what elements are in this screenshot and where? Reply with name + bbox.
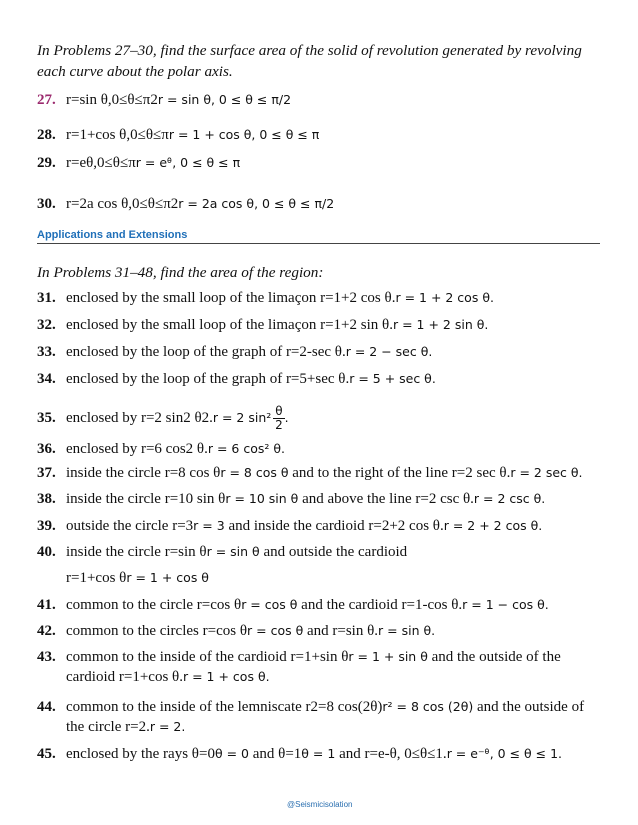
problem-number: 28.: [37, 127, 56, 143]
fraction-denominator: 2: [275, 418, 283, 432]
problem-number: 31.: [37, 290, 56, 306]
problem-math: r = sin θ: [206, 544, 260, 559]
problem-math: r = 3: [193, 518, 225, 533]
problem-44: [37, 699, 584, 716]
problem-text: enclosed by r=2 sin2 θ2.: [66, 409, 213, 426]
problem-35: [37, 405, 289, 432]
problem-text: outside the circle r=3: [66, 518, 194, 534]
problem-number: 29.: [37, 155, 56, 171]
problem-number: 34.: [37, 371, 56, 387]
problem-44-continued: [66, 719, 185, 736]
problem-text: r=2a cos θ,0≤θ≤π2: [66, 196, 179, 212]
problem-math: r = 1 + 2 sin θ.: [392, 317, 489, 332]
problem-math: r = 5 + sec θ.: [349, 371, 436, 386]
problem-40-continued: [66, 570, 209, 587]
problem-text: cardioid r=1+cos θ.: [66, 669, 183, 685]
problem-number: 35.: [37, 409, 56, 426]
problem-27: [37, 92, 291, 109]
problem-text: and to the right of the line r=2 sec θ.: [288, 465, 511, 481]
problem-math: r = 1 + sin θ: [348, 649, 428, 664]
problem-text: r=1+cos θ: [66, 570, 127, 586]
problem-number: 42.: [37, 623, 56, 639]
problem-45: [37, 746, 562, 763]
problem-text: and inside the cardioid r=2+2 cos θ.: [224, 518, 444, 534]
problem-text: and above the line r=2 csc θ.: [298, 491, 474, 507]
problem-40: [37, 544, 407, 561]
problem-29: [37, 155, 240, 172]
problem-text: common to the circle r=cos θ: [66, 597, 242, 613]
problem-math: r = 8 cos θ: [220, 465, 289, 480]
problem-text: and θ=1: [248, 746, 302, 762]
problem-math: r = 1 + cos θ: [126, 570, 209, 585]
problem-number: 45.: [37, 746, 56, 762]
problem-math: r = 2.: [149, 719, 186, 734]
problem-number: 44.: [37, 699, 56, 715]
problem-math: r = 6 cos² θ.: [207, 441, 285, 456]
problem-text: inside the circle r=10 sin θ: [66, 491, 226, 507]
problem-text: enclosed by the rays θ=0: [66, 746, 215, 762]
problem-text: and r=sin θ.: [303, 623, 379, 639]
problem-math: r = 1 + cos θ, 0 ≤ θ ≤ π: [168, 127, 320, 142]
problem-math: r = cos θ: [247, 623, 304, 638]
problem-math: r = sin θ.: [378, 623, 436, 638]
problem-34: [37, 371, 436, 388]
problem-33: [37, 344, 432, 361]
section-heading: Applications and Extensions: [37, 229, 600, 244]
problem-math: r = 1 + 2 cos θ.: [395, 290, 494, 305]
problem-text: common to the circles r=cos θ: [66, 623, 248, 639]
problem-math: r = 2 csc θ.: [473, 491, 546, 506]
problem-39: [37, 518, 542, 535]
problem-number: 32.: [37, 317, 56, 333]
problem-math: r = 2a cos θ, 0 ≤ θ ≤ π/2: [178, 196, 335, 211]
problem-math: r = 1 − cos θ.: [462, 597, 549, 612]
problem-28: [37, 127, 319, 144]
fraction: [273, 405, 284, 432]
footer-watermark: @Seismicisolation: [287, 800, 353, 809]
problem-text: enclosed by the small loop of the limaçon r=1+2 sin θ.: [66, 317, 393, 333]
problem-math: r = 10 sin θ: [225, 491, 299, 506]
problem-text: r=eθ,0≤θ≤π: [66, 155, 136, 171]
problem-text: inside the circle r=8 cos θ: [66, 465, 221, 481]
problem-math: r = 2 + 2 cos θ.: [443, 518, 543, 533]
problem-text: r=1+cos θ,0≤θ≤π: [66, 127, 169, 143]
problem-number: 41.: [37, 597, 56, 613]
problem-number: 30.: [37, 196, 56, 212]
problem-math-end: .: [284, 409, 289, 425]
problem-number: 39.: [37, 518, 56, 534]
problem-text: and the outside of: [473, 699, 585, 715]
intro-27-30: In Problems 27–30, find the surface area of the solid of revolution generated by revolving each curve about the polar axis.: [37, 42, 582, 80]
problem-36: [37, 441, 285, 458]
problem-number: 38.: [37, 491, 56, 507]
problem-math: r = e⁻ᶿ, 0 ≤ θ ≤ 1.: [446, 746, 563, 761]
problem-text: enclosed by the loop of the graph of r=5+sec θ.: [66, 371, 350, 387]
problem-number: 27.: [37, 92, 56, 108]
fraction-numerator: θ: [275, 404, 283, 418]
problem-text: enclosed by r=6 cos2 θ.: [66, 441, 208, 457]
problem-43: [37, 649, 561, 666]
problem-number: 37.: [37, 465, 56, 481]
problem-text: enclosed by the loop of the graph of r=2-sec θ.: [66, 344, 346, 360]
problem-number: 33.: [37, 344, 56, 360]
problem-math: r = sin θ, 0 ≤ θ ≤ π/2: [157, 92, 292, 107]
problem-math: θ = 1: [301, 746, 336, 761]
problem-number: 40.: [37, 544, 56, 560]
problem-text: common to the inside of the lemniscate r2=8 cos(2θ): [66, 699, 383, 715]
problem-text: and outside the cardioid: [259, 544, 408, 560]
problem-text: common to the inside of the cardioid r=1+sin θ: [66, 649, 349, 665]
problem-math: r = cos θ: [241, 597, 298, 612]
problem-math: r = eᶿ, 0 ≤ θ ≤ π: [135, 155, 241, 170]
intro-31-48: In Problems 31–48, find the area of the region:: [37, 264, 324, 281]
problem-math: r = 1 + cos θ.: [183, 669, 270, 684]
problem-text: r=sin θ,0≤θ≤π2: [66, 92, 158, 108]
problem-38: [37, 491, 545, 508]
problem-text: and the outside of the: [427, 649, 561, 665]
problem-math: r = 2 sec θ.: [510, 465, 583, 480]
problem-43-continued: [66, 669, 270, 686]
problem-text: enclosed by the small loop of the limaçon r=1+2 cos θ.: [66, 290, 396, 306]
problem-42: [37, 623, 435, 640]
problem-text: and r=e-θ, 0≤θ≤1.: [335, 746, 447, 762]
problem-text: and the cardioid r=1-cos θ.: [297, 597, 463, 613]
problem-31: [37, 290, 494, 307]
problem-math: θ = 0: [214, 746, 249, 761]
problem-text: inside the circle r=sin θ: [66, 544, 207, 560]
problem-number: 36.: [37, 441, 56, 457]
problem-math: r = 2 − sec θ.: [345, 344, 433, 359]
problem-math: r² = 8 cos (2θ): [382, 699, 474, 714]
problem-number: 43.: [37, 649, 56, 665]
problem-30: [37, 196, 334, 213]
problem-32: [37, 317, 488, 334]
problem-text: the circle r=2.: [66, 719, 150, 735]
problem-37: [37, 465, 582, 482]
problem-41: [37, 597, 549, 614]
problem-math: r = 2 sin²: [212, 409, 272, 425]
